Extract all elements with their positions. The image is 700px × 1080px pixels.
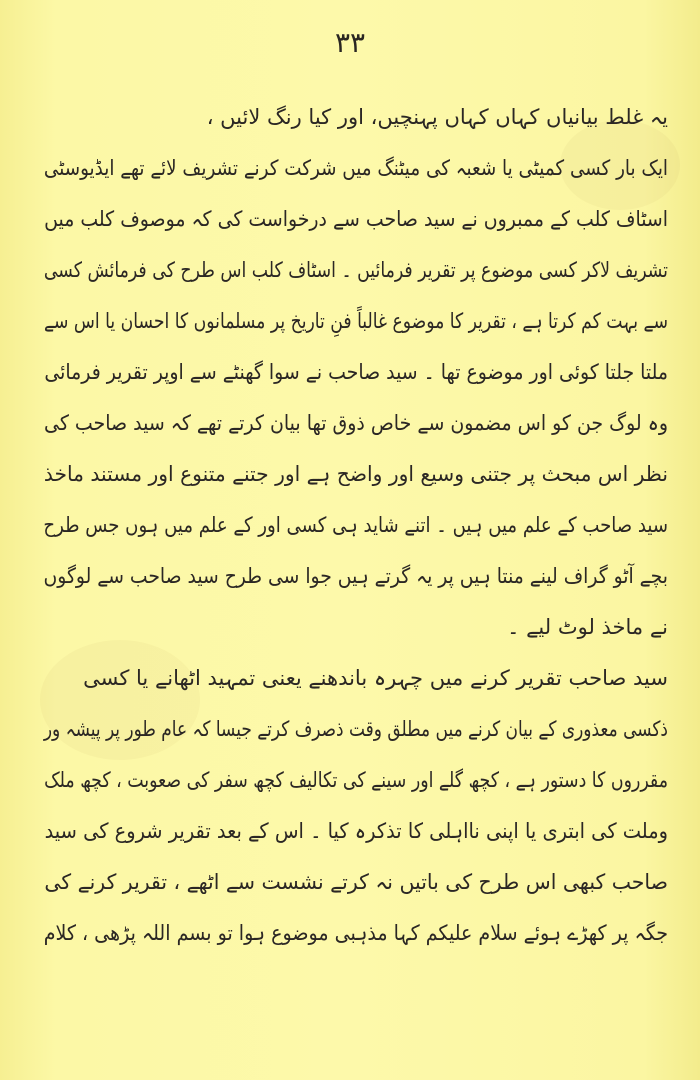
text-line: ملتا جلتا کوئی اور موضوع تھا ۔ سید صاحب نے سوا گھنٹے سے اوپر تقریر فرمائی [44, 360, 668, 384]
text-line: وہ لوگ جن کو اس مضمون سے خاص ذوق تھا بیان کرتے تھے کہ سید صاحب کی [44, 411, 668, 435]
text-line: ایک بار کسی کمیٹی یا شعبہ کی میٹنگ میں شرکت کرنے تشریف لائے تھے ایڈیوسٹی [43, 156, 668, 180]
text-line: نے ماخذ لوٹ لیے ۔ [507, 615, 668, 639]
text-line: سے بہت کم کرتا ہے ، تقریر کا موضوع غالباً فنِ تاریخ پر مسلمانوں کا احسان یا اس سے [43, 309, 668, 333]
text-line: صاحب کبھی اس طرح کی باتیں نہ کرتے نشست سے اٹھے ، تقریر کرنے کی [44, 870, 668, 894]
manuscript-text [44, 92, 668, 959]
text-line: تشریف لاکر کسی موضوع پر تقریر فرمائیں ۔ اسٹاف کلب اس طرح کی فرمائش کسی [43, 258, 669, 282]
page-number: ۳۳ [334, 26, 366, 59]
text-line: وملت کی ابتری یا اپنی نااہلی کا تذکرہ کیا ۔ اس کے بعد تقریر شروع کی سید [44, 819, 668, 843]
text-line: سید صاحب کے علم میں ہیں ۔ اتنے شاید ہی کسی اور کے علم میں ہوں جس طرح [43, 513, 669, 537]
text-line: اسٹاف کلب کے ممبروں نے سید صاحب سے درخواست کی کہ موصوف کلب میں [44, 207, 669, 231]
text-line: نظر اس مبحث پر جتنی وسیع اور واضح ہے اور جتنے متنوع اور مستند ماخذ [43, 462, 669, 486]
text-line: بچے آٹو گراف لینے منتا ہیں پر یہ گرتے ہیں جوا سی طرح سید صاحب سے لوگوں [43, 564, 668, 588]
text-line: سید صاحب تقریر کرنے میں چہرہ باندھنے یعنی تمہید اٹھانے یا کسی [83, 666, 668, 690]
text-line: مقرروں کا دستور ہے ، کچھ گلے اور سینے کی تکالیف کچھ سفر کی صعوبت ، کچھ ملک [44, 768, 669, 792]
text-line: یہ غلط بیانیاں کہاں کہاں پہنچیں، اور کیا رنگ لائیں ، [206, 105, 668, 129]
text-line: جگہ پر کھڑے ہوئے سلام علیکم کہا مذہبی موضوع ہوا تو بسم اللہ پڑھی ، کلام [43, 921, 668, 945]
text-line: ذکسی معذوری کے بیان کرنے میں مطلق وقت ذصرف کرتے جیسا کہ عام طور پر پیشہ ور [43, 717, 669, 741]
